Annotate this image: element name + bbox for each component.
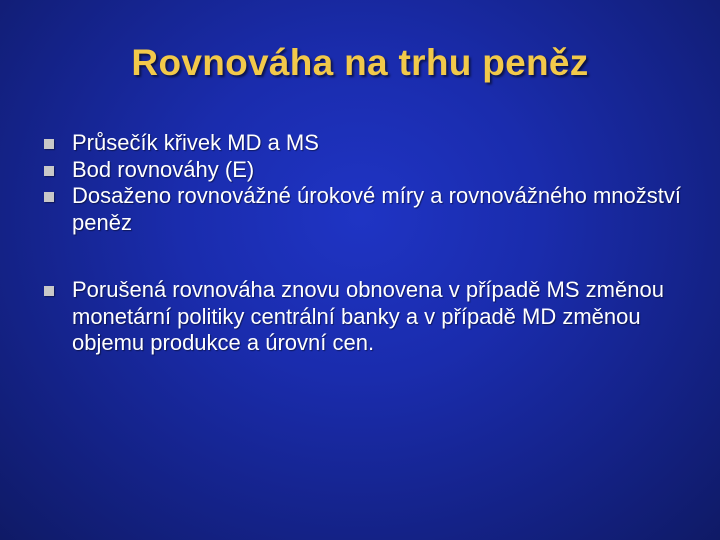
bullet-text: Dosaženo rovnovážné úrokové míry a rovnovážného množství peněz	[72, 183, 681, 235]
bullet-item	[44, 130, 684, 157]
bullet-text: Průsečík křivek MD a MS	[72, 130, 319, 155]
bullet-item	[44, 277, 684, 357]
bullet-list	[44, 130, 684, 357]
slide-title: Rovnováha na trhu peněz	[131, 42, 589, 83]
square-bullet-icon	[44, 286, 54, 296]
square-bullet-icon	[44, 166, 54, 176]
bullet-item	[44, 157, 684, 184]
bullet-text: Porušená rovnováha znovu obnovena v případě MS změnou monetární politiky centrální banky a v případě MD změnou objemu produkce a úrovní cen.	[72, 277, 664, 355]
bullet-item	[44, 183, 684, 236]
bullet-text: Bod rovnováhy (E)	[72, 156, 255, 182]
square-bullet-icon	[44, 192, 54, 202]
square-bullet-icon	[44, 139, 54, 149]
